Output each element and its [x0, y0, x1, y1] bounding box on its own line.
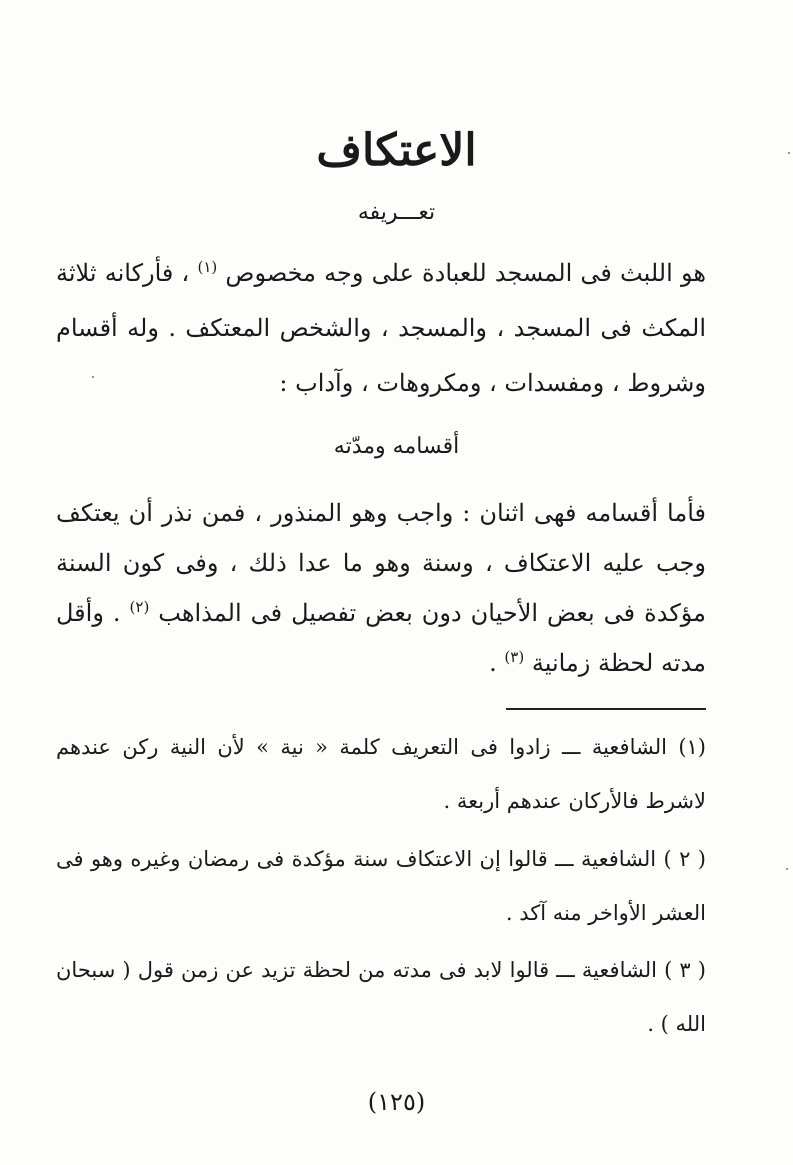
footnote-1: (١) الشافعية ـــ زادوا فى التعريف كلمة « نية » لأن النية ركن عندهم لاشرط فالأركان عندهم أربعة . — [56, 735, 706, 813]
definition-text-1: هو اللبث فى المسجد للعبادة على وجه مخصوص — [225, 259, 707, 287]
chapter-title: الاعتكاف — [316, 125, 477, 177]
page-number: (١٢٥) — [367, 1088, 426, 1116]
scan-speck — [788, 152, 790, 154]
divisions-paragraph — [56, 488, 706, 688]
divisions-text-1: فأما أقسامه فهى اثنان : واجب وهو المنذور ، فمن نذر أن يعتكف وجب عليه الاعتكاف ، وسنة وهو ما عدا ذلك ، وفى كون السنة مؤكدة فى بعض الأحيان دون بعض تفصيل فى المذاهب — [56, 499, 706, 627]
section-heading-divisions: أقسامه ومدّته — [333, 434, 460, 459]
footnote-ref-1: (١) — [197, 258, 218, 276]
definition-paragraph — [56, 246, 706, 411]
scan-speck — [786, 868, 788, 870]
footnote-2: ( ٢ ) الشافعية ـــ قالوا إن الاعتكاف سنة مؤكدة فى رمضان وغيره وهو فى العشر الأواخر منه آكد . — [56, 847, 706, 925]
footnote-ref-3: (٣) — [504, 648, 525, 666]
divisions-text-2: . وأقل مدته لحظة زمانية — [56, 599, 706, 677]
section-heading-definition: تعـــريفه — [357, 200, 436, 225]
footnote-ref-2: (٢) — [129, 598, 150, 616]
divisions-text-3: . — [489, 649, 505, 677]
footnote-3: ( ٣ ) الشافعية ـــ قالوا لابد فى مدته من لحظة تزيد عن زمن قول ( سبحان الله ) . — [56, 958, 707, 1036]
scan-speck — [92, 376, 94, 378]
definition-text-2: ، فأركانه ثلاثة المكث فى المسجد ، والمسجد ، والشخص المعتكف . وله أقسام وشروط ، ومفسدات ، ومكروهات ، وآداب : — [56, 259, 706, 397]
footnote-divider — [506, 708, 706, 710]
